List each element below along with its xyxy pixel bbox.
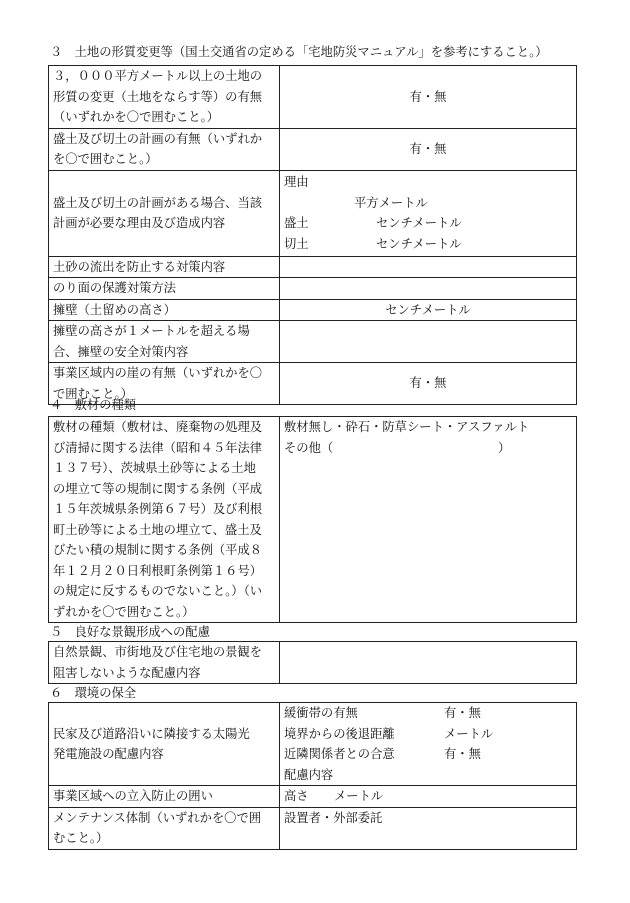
cliff-question: 事業区域内の崖の有無（いずれかを〇 で囲むこと。） xyxy=(49,363,280,405)
area-3000-answer[interactable]: 有・無 xyxy=(280,66,577,129)
retaining-wall-safety-field[interactable] xyxy=(280,321,577,363)
slope-protection-label: のり面の保護対策方法 xyxy=(49,278,280,300)
landscape-field[interactable] xyxy=(280,642,577,684)
cut-fill-plan-answer[interactable]: 有・無 xyxy=(280,128,577,170)
ground-material-answer[interactable]: 敷材無し・砕石・防草シート・アスファルト その他（ ） xyxy=(280,417,577,623)
sediment-runoff-field[interactable] xyxy=(280,256,577,278)
cliff-answer[interactable]: 有・無 xyxy=(280,363,577,405)
section-3-heading: ３ 土地の形質変更等（国土交通省の定める「宅地防災マニュアル」を参考にすること。） xyxy=(50,45,548,59)
retaining-wall-field[interactable]: センチメートル xyxy=(280,299,577,321)
slope-protection-field[interactable] xyxy=(280,278,577,300)
landscape-question: 自然景観、市街地及び住宅地の景観を 阻害しないような配慮内容 xyxy=(49,642,280,684)
sediment-runoff-label: 土砂の流出を防止する対策内容 xyxy=(49,256,280,278)
ground-material-question: 敷材の種類（敷材は、廃棄物の処理及 び清掃に関する法律（昭和４５年法律 １３７号）、茨城県土砂等による土地 の埋立て等の規制に関する条例（平成 １５年茨城県条例第６７号）及び利根 町土砂等による土地の埋立て、盛土及 びたい積の規制に関する条例（平成８ 年１２月２０日利根町条例第１６号） の規定に反するものでないこと。）（い ずれかを〇で囲むこと。） xyxy=(49,417,280,623)
ground-material-table xyxy=(48,416,577,623)
land-modification-table xyxy=(48,65,577,405)
section-4-heading: ４ 敷材の種類 xyxy=(50,398,137,412)
section-6-heading: ６ 環境の保全 xyxy=(50,686,137,700)
cut-fill-reason-question: 盛土及び切土の計画がある場合、当該 計画が必要な理由及び造成内容 xyxy=(49,170,280,256)
environment-table xyxy=(48,702,577,850)
area-3000-question: ３，０００平方メートル以上の土地の 形質の変更（土地をならす等）の有無 （いずれかを〇で囲むこと。） xyxy=(49,66,280,129)
retaining-wall-label: 擁壁（土留めの高さ） xyxy=(49,299,280,321)
fence-field[interactable]: 高さ メートル xyxy=(280,786,577,808)
section-5-heading: ５ 良好な景観形成への配慮 xyxy=(50,625,210,639)
maintenance-question: メンテナンス体制（いずれかを〇で囲 むこと。） xyxy=(49,807,280,849)
cut-fill-reason-answer[interactable]: 理由 平方メートル 盛土 センチメートル 切土 センチメートル xyxy=(280,170,577,256)
neighbor-consideration-answer[interactable]: 緩衝帯の有無 有・無 境界からの後退距離 メートル 近隣関係者との合意 有・無 配慮内容 xyxy=(280,703,577,786)
fence-label: 事業区域への立入防止の囲い xyxy=(49,786,280,808)
cut-fill-plan-question: 盛土及び切土の計画の有無（いずれか を〇で囲むこと。） xyxy=(49,128,280,170)
maintenance-answer[interactable]: 設置者・外部委託 xyxy=(280,807,577,849)
landscape-table xyxy=(48,641,577,684)
retaining-wall-safety-label: 擁壁の高さが１メートルを超える場 合、擁壁の安全対策内容 xyxy=(49,321,280,363)
neighbor-consideration-question: 民家及び道路沿いに隣接する太陽光 発電施設の配慮内容 xyxy=(49,703,280,786)
